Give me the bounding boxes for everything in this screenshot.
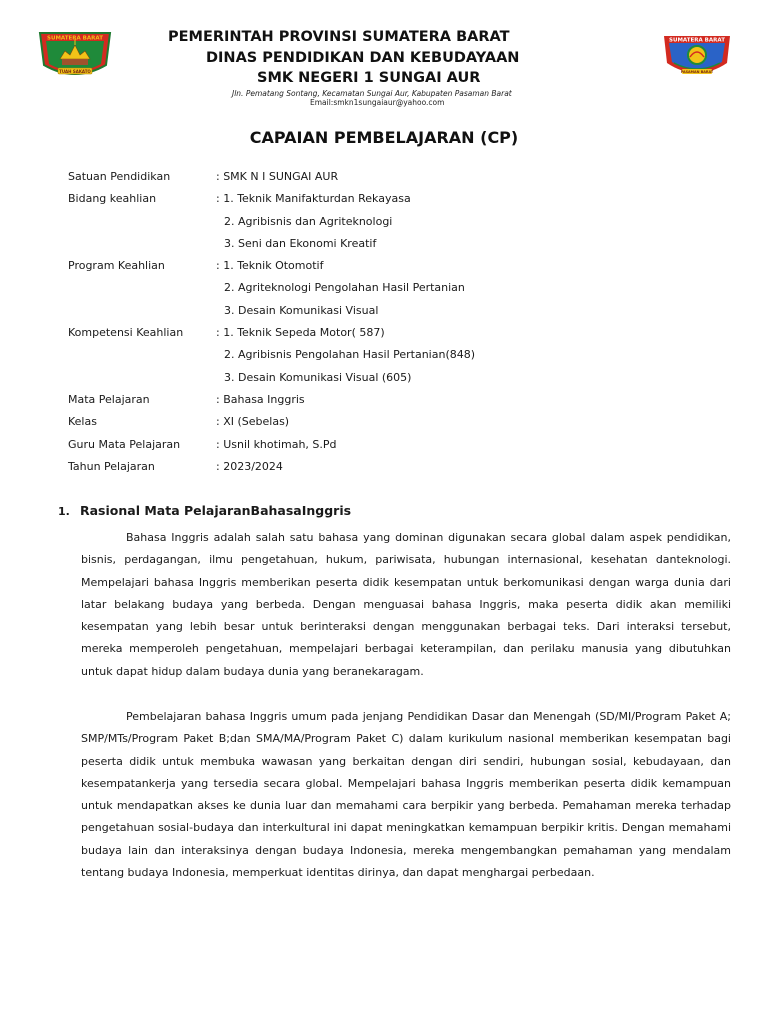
section-title: Rasional Mata PelajaranBahasaInggris [80, 503, 352, 518]
letterhead [0, 0, 768, 115]
pasaman-barat-emblem-icon [660, 33, 734, 81]
info-label: Kelas [68, 415, 97, 429]
paragraph-text: Bahasa Inggris adalah salah satu bahasa yang dominan digunakan secara global dalam aspek pendidikan, bisnis, perdagangan, ilmu pengetahuan, hukum, pariwisata, hubungan internasional, kesehatan danteknologi. Mempelajari bahasa Inggris memberikan peserta didik kesempatan untuk berkomunikasi dengan warga dunia dari latar belakang budaya yang berbeda. Dengan menguasai bahasa Inggris, maka peserta didik akan memiliki kesempatan yang lebih besar untuk berinteraksi dengan menggunakan berbagai teks. Dari interaksi tersebut, mereka memperoleh pengetahuan, mempelajari berbagai keterampilan, dan perilaku manusia yang dibutuhkan untuk dapat hidup dalam budaya dunia yang beranekaragam. [81, 531, 731, 678]
school-name: SMK NEGERI 1 SUNGAI AUR [257, 70, 481, 86]
info-label: Program Keahlian [68, 259, 165, 273]
info-value: : 2023/2024 [216, 459, 283, 473]
department-line: DINAS PENDIDIKAN DAN KEBUDAYAAN [206, 50, 520, 66]
info-value: 2. Agriteknologi Pengolahan Hasil Pertanian [224, 281, 465, 295]
info-label: Satuan Pendidikan [68, 170, 171, 183]
paragraph-text: Pembelajaran bahasa Inggris umum pada jenjang Pendidikan Dasar dan Menengah (SD/MI/Program Paket A; SMP/MTs/Program Paket B;dan SMA/MA/Program Paket C) dalam kurikulum nasional memberikan kesempatan bagi peserta didik untuk membuka wawasan yang berkaitan dengan diri sendiri, hubungan sosial, kebudayaan, dan kesempatankerja yang tersedia secara global. Mempelajari bahasa Inggris memberikan peserta didik kemampuan untuk mendapatkan akses ke dunia luar dan memahami cara berpikir yang berbeda. Pemahaman mereka terhadap pengetahuan sosial-budaya dan interkultural ini dapat meningkatkan kemampuan berpikir kritis. Dengan memahami budaya lain dan interaksinya dengan budaya Indonesia, mereka mengembangkan pemahaman yang mendalam tentang budaya Indonesia, memperkuat identitas dirinya, dan dapat menghargai perbedaan. [81, 710, 731, 880]
paragraph [81, 527, 731, 683]
government-line: PEMERINTAH PROVINSI SUMATERA BARAT [168, 29, 510, 45]
section-heading [58, 503, 351, 518]
info-value: : Usnil khotimah, S.Pd [216, 437, 337, 451]
info-value: 3. Desain Komunikasi Visual [224, 303, 379, 317]
paragraph [81, 706, 731, 884]
left-logo-text: SUMATERA BARAT [47, 35, 103, 42]
info-value: : Bahasa Inggris [216, 392, 305, 406]
info-value: : XI (Sebelas) [216, 415, 290, 429]
left-logo-banner: TUAH SAKATO [59, 68, 91, 74]
info-value: : 1. Teknik Sepeda Motor( 587) [216, 326, 385, 340]
west-sumatra-emblem-icon [38, 31, 112, 81]
info-label: Guru Mata Pelajaran [68, 437, 181, 451]
section-number: 1. [58, 505, 70, 518]
document-title: CAPAIAN PEMBELAJARAN (CP) [249, 128, 519, 147]
info-value: 3. Seni dan Ekonomi Kreatif [224, 236, 377, 250]
info-label: Kompetensi Keahlian [68, 326, 184, 340]
school-address: Jln. Pematang Sontang, Kecamatan Sungai Aur, Kabupaten Pasaman Barat [232, 89, 512, 98]
info-value: 2. Agribisnis Pengolahan Hasil Pertanian(848) [224, 348, 476, 362]
right-logo-text: SUMATERA BARAT [669, 37, 725, 44]
info-value: : SMK N I SUNGAI AUR [216, 170, 339, 183]
info-label: Tahun Pelajaran [68, 459, 155, 473]
info-value: : 1. Teknik Otomotif [216, 259, 324, 273]
right-logo-banner: PASAMAN BARAT [680, 70, 714, 74]
info-value: 3. Desain Komunikasi Visual (605) [224, 370, 412, 384]
info-label: Mata Pelajaran [68, 392, 150, 406]
info-label: Bidang keahlian [68, 192, 157, 206]
info-value: 2. Agribisnis dan Agriteknologi [224, 214, 393, 228]
school-email: Email:smkn1sungaiaur@yahoo.com [310, 98, 445, 107]
info-value: : 1. Teknik Manifakturdan Rekayasa [216, 192, 411, 206]
